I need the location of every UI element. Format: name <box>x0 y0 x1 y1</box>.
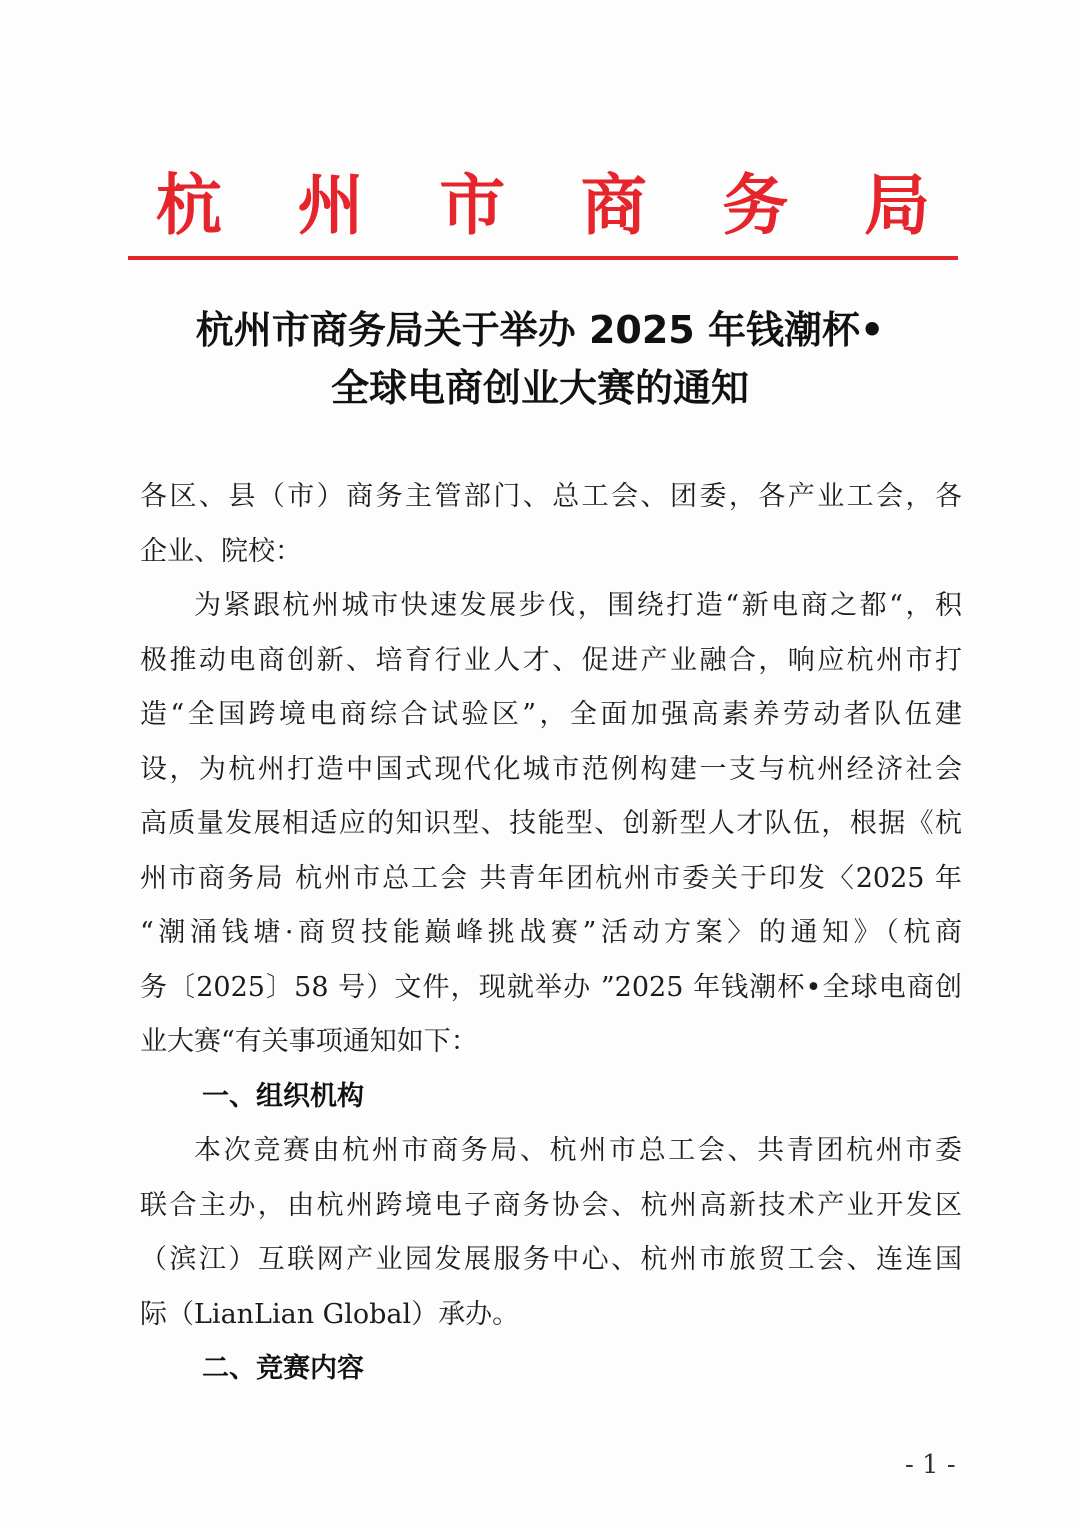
masthead-char-5: 务 <box>722 166 789 244</box>
masthead-char-6: 局 <box>863 166 930 244</box>
section1-line: 际（LianLian Global）承办。 <box>140 1298 520 1330</box>
salutation-line-2: 企业、院校： <box>140 535 302 567</box>
masthead-char-2: 州 <box>297 166 364 244</box>
section1-line: （滨江）互联网产业园发展服务中心、杭州市旅贸工会、连连国 <box>140 1244 962 1275</box>
paragraph-line: 高质量发展相适应的知识型、技能型、创新型人才队伍，根据《杭 <box>140 808 962 839</box>
paragraph-line: 州市商务局 杭州市总工会 共青年团杭州市委关于印发〈2025 年 <box>140 862 962 894</box>
paragraph-line: 设，为杭州打造中国式现代化城市范例构建一支与杭州经济社会 <box>140 753 962 785</box>
document-body <box>140 470 962 1397</box>
paragraph-line: 为紧跟杭州城市快速发展步伐，围绕打造“新电商之都“，积 <box>194 590 962 621</box>
masthead-char-3: 市 <box>439 166 506 244</box>
page-number: - 1 - <box>905 1450 956 1480</box>
masthead-issuer <box>128 165 958 245</box>
document-title-line-1: 杭州市商务局关于举办 2025 年钱潮杯• <box>195 308 885 352</box>
masthead-red-divider <box>128 256 958 260</box>
section-heading-content: 二、竞赛内容 <box>202 1353 364 1384</box>
masthead-char-1: 杭 <box>156 166 222 244</box>
paragraph-line: 极推动电商创新、培育行业人才、促进产业融合，响应杭州市打 <box>140 644 962 676</box>
paragraph-line: “潮涌钱塘·商贸技能巅峰挑战赛”活动方案〉的通知》（杭商 <box>140 917 962 948</box>
masthead-char-4: 商 <box>580 166 647 244</box>
paragraph-line: 造“全国跨境电商综合试验区”，全面加强高素养劳动者队伍建 <box>140 699 962 730</box>
paragraph-line: 业大赛“有关事项通知如下： <box>140 1026 478 1057</box>
section-heading-organization: 一、组织机构 <box>202 1080 364 1112</box>
paragraph-line: 务〔2025〕58 号）文件，现就举办 ”2025 年钱潮杯•全球电商创 <box>140 971 962 1003</box>
section1-line: 联合主办，由杭州跨境电子商务协会、杭州高新技术产业开发区 <box>140 1189 962 1221</box>
document-title-line-2: 全球电商创业大赛的通知 <box>330 366 749 410</box>
section1-line: 本次竞赛由杭州市商务局、杭州市总工会、共青团杭州市委 <box>194 1135 962 1166</box>
salutation-line-1: 各区、县（市）商务主管部门、总工会、团委，各产业工会，各 <box>140 481 962 512</box>
